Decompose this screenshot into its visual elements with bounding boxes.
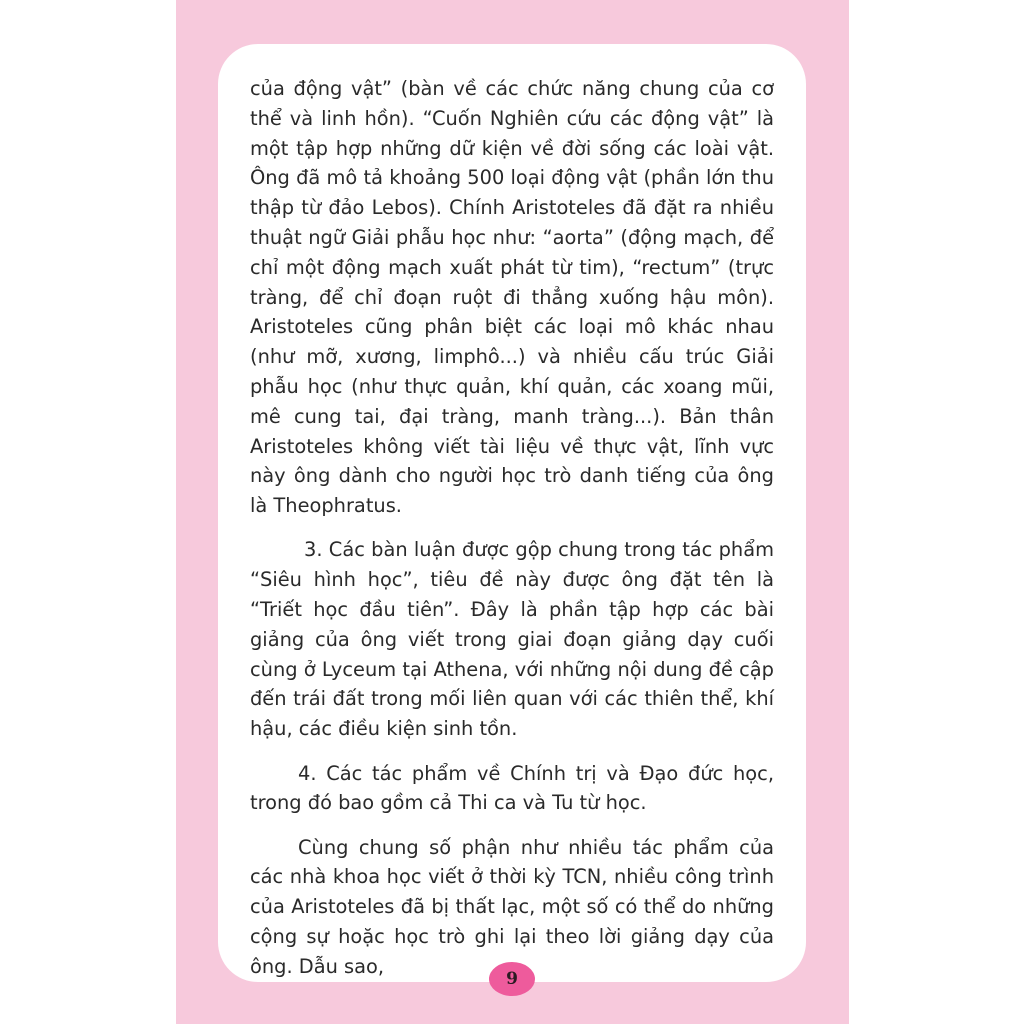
paragraph-4: Cùng chung số phận như nhiều tác phẩm của các nhà khoa học viết ở thời kỳ TCN, nhiều công trình của Aristoteles đã bị thất lạc, một số có thể do những cộng sự hoặc học trò ghi lại theo lời giảng dạy của ông. Dẫu sao,	[250, 835, 774, 978]
page-number-badge	[489, 962, 535, 996]
paragraph-2: 3. Các bàn luận được gộp chung trong tác phẩm “Siêu hình học”, tiêu đề này được ông đặt tên là “Triết học đầu tiên”. Đây là phần tập hợp các bài giảng của ông viết trong giai đoạn giảng dạy cuối cùng ở Lyceum tại Athena, với những nội dung đề cập đến trái đất trong mối liên quan với các thiên thể, khí hậu, các điều kiện sinh tồn.	[250, 538, 774, 741]
paragraph-3: 4. Các tác phẩm về Chính trị và Đạo đức học, trong đó bao gồm cả Thi ca và Tu từ học.	[250, 761, 774, 815]
paragraph-1: của động vật” (bàn về các chức năng chung của cơ thể và linh hồn). “Cuốn Nghiên cứu các động vật” là một tập hợp những dữ kiện về đời sống các loài vật. Ông đã mô tả khoảng 500 loại động vật (phần lớn thu thập từ đảo Lebos). Chính Aristoteles đã đặt ra nhiều thuật ngữ Giải phẫu học như: “aorta” (động mạch, để chỉ một động mạch xuất phát từ tim), “rectum” (trực tràng, để chỉ đoạn ruột đi thẳng xuống hậu môn). Aristoteles cũng phân biệt các loại mô khác nhau (như mỡ, xương, limphô...) và nhiều cấu trúc Giải phẫu học (như thực quản, khí quản, các xoang mũi, mê cung tai, đại tràng, manh tràng...). Bản thân Aristoteles không viết tài liệu về thực vật, lĩnh vực này ông dành cho người học trò danh tiếng của ông là Theophratus.	[250, 77, 774, 518]
page-number: 9	[506, 968, 518, 989]
page-text-body	[250, 74, 774, 996]
